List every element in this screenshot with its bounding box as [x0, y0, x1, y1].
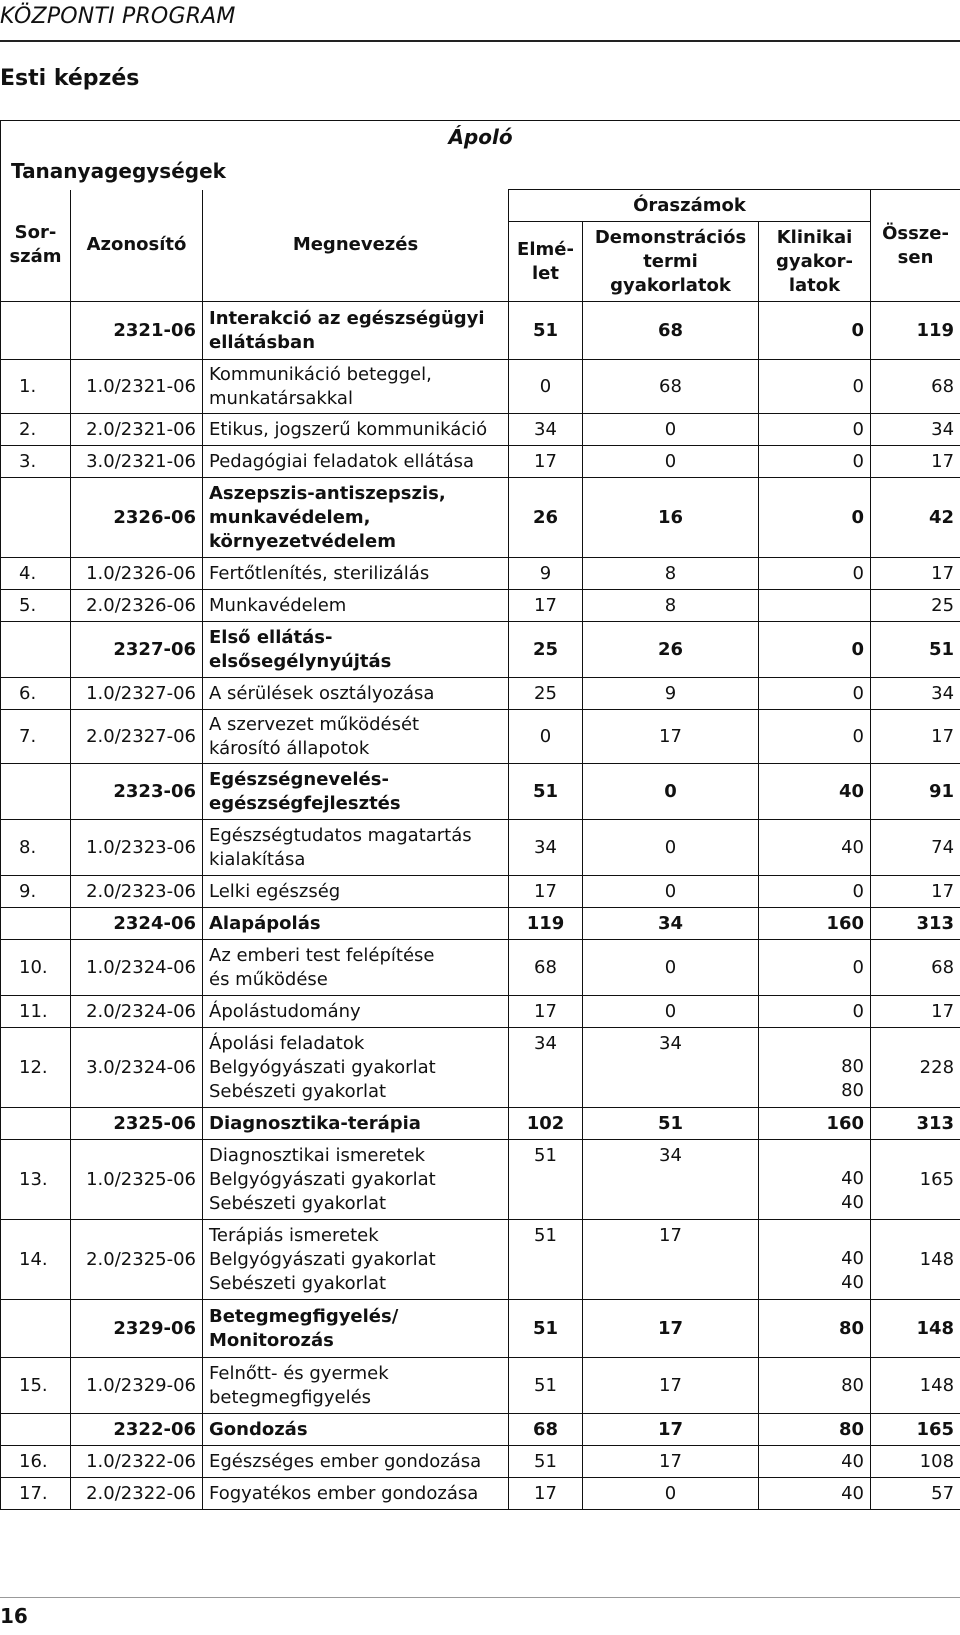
row-klinikai: 0 — [759, 996, 871, 1028]
row-name: Alapápolás — [203, 908, 509, 940]
col-azonosito: Azonosító — [71, 190, 203, 302]
row-demo: 0 — [583, 820, 759, 876]
row-elmelet: 68 — [509, 940, 583, 996]
row-osszesen: 228 — [871, 1028, 960, 1108]
row-id: 1.0/2325-06 — [71, 1140, 203, 1220]
row-klinikai: 40 — [759, 764, 871, 820]
row-id: 2321-06 — [71, 302, 203, 360]
col-klinikai: Klinikai gyakor- latok — [759, 222, 871, 302]
table-title: Ápoló — [1, 121, 960, 154]
row-elmelet: 51 — [509, 1358, 583, 1414]
row-id: 1.0/2327-06 — [71, 678, 203, 710]
table-row — [1, 558, 960, 590]
row-number: 13. — [1, 1140, 71, 1220]
row-osszesen: 148 — [871, 1220, 960, 1300]
row-elmelet: 17 — [509, 1478, 583, 1510]
row-demo: 0 — [583, 414, 759, 446]
row-klinikai: 0 — [759, 446, 871, 478]
row-demo: 17 — [583, 1446, 759, 1478]
row-demo: 0 — [583, 446, 759, 478]
row-elmelet: 51 — [509, 1220, 583, 1300]
unit-row — [1, 764, 960, 820]
table-row — [1, 996, 960, 1028]
row-name: Egészséges ember gondozása — [203, 1446, 509, 1478]
row-number: 2. — [1, 414, 71, 446]
row-name: Betegmegfigyelés/ Monitorozás — [203, 1300, 509, 1358]
row-demo: 0 — [583, 996, 759, 1028]
row-id: 2326-06 — [71, 478, 203, 558]
row-number — [1, 764, 71, 820]
row-number — [1, 1414, 71, 1446]
table-row — [1, 360, 960, 414]
table-body — [1, 302, 960, 1510]
row-klinikai: 160 — [759, 908, 871, 940]
row-name: Egészségtudatos magatartás kialakítása — [203, 820, 509, 876]
unit-row — [1, 1414, 960, 1446]
row-klinikai: 0 — [759, 622, 871, 678]
row-klinikai: 40 40 — [759, 1140, 871, 1220]
row-demo: 17 — [583, 1220, 759, 1300]
row-name: Első ellátás- elsősegélynyújtás — [203, 622, 509, 678]
table-row — [1, 1028, 960, 1108]
row-id: 1.0/2321-06 — [71, 360, 203, 414]
row-osszesen: 148 — [871, 1300, 960, 1358]
row-klinikai — [759, 590, 871, 622]
row-number: 10. — [1, 940, 71, 996]
row-name: Kommunikáció beteggel, munkatársakkal — [203, 360, 509, 414]
row-number: 11. — [1, 996, 71, 1028]
row-osszesen: 25 — [871, 590, 960, 622]
row-name: Egészségnevelés- egészségfejlesztés — [203, 764, 509, 820]
row-id: 2.0/2325-06 — [71, 1220, 203, 1300]
row-id: 2.0/2323-06 — [71, 876, 203, 908]
col-demo: Demonstrációs termi gyakorlatok — [583, 222, 759, 302]
row-osszesen: 51 — [871, 622, 960, 678]
row-name: Ápolási feladatok Belgyógyászati gyakorlat Sebészeti gyakorlat — [203, 1028, 509, 1108]
row-number: 16. — [1, 1446, 71, 1478]
row-klinikai: 40 — [759, 1478, 871, 1510]
row-osszesen: 313 — [871, 908, 960, 940]
row-id: 2.0/2326-06 — [71, 590, 203, 622]
row-id: 1.0/2323-06 — [71, 820, 203, 876]
row-number — [1, 622, 71, 678]
unit-row — [1, 302, 960, 360]
col-elmelet: Elmé- let — [509, 222, 583, 302]
row-name: Munkavédelem — [203, 590, 509, 622]
table-row — [1, 590, 960, 622]
row-osszesen: 17 — [871, 996, 960, 1028]
row-demo: 34 — [583, 1140, 759, 1220]
row-elmelet: 68 — [509, 1414, 583, 1446]
row-id: 1.0/2322-06 — [71, 1446, 203, 1478]
footer-rule — [0, 1597, 960, 1598]
running-title: KÖZPONTI PROGRAM — [0, 4, 236, 29]
row-elmelet: 51 — [509, 1300, 583, 1358]
row-osszesen: 17 — [871, 876, 960, 908]
row-klinikai: 0 — [759, 558, 871, 590]
row-osszesen: 17 — [871, 558, 960, 590]
row-number — [1, 302, 71, 360]
row-id: 1.0/2326-06 — [71, 558, 203, 590]
row-name: Gondozás — [203, 1414, 509, 1446]
row-elmelet: 0 — [509, 360, 583, 414]
row-osszesen: 165 — [871, 1414, 960, 1446]
row-elmelet: 17 — [509, 996, 583, 1028]
row-number: 5. — [1, 590, 71, 622]
row-osszesen: 34 — [871, 678, 960, 710]
row-osszesen: 313 — [871, 1108, 960, 1140]
row-osszesen: 42 — [871, 478, 960, 558]
row-elmelet: 25 — [509, 622, 583, 678]
row-elmelet: 26 — [509, 478, 583, 558]
row-elmelet: 34 — [509, 820, 583, 876]
row-osszesen: 68 — [871, 360, 960, 414]
row-osszesen: 57 — [871, 1478, 960, 1510]
col-osszesen: Össze- sen — [871, 190, 960, 302]
row-klinikai: 40 — [759, 1446, 871, 1478]
section-title: Esti képzés — [0, 66, 140, 91]
row-name: Diagnosztika-terápia — [203, 1108, 509, 1140]
row-demo: 16 — [583, 478, 759, 558]
row-klinikai: 80 80 — [759, 1028, 871, 1108]
row-name: A szervezet működését károsító állapotok — [203, 710, 509, 764]
row-id: 2.0/2324-06 — [71, 996, 203, 1028]
row-demo: 8 — [583, 558, 759, 590]
row-klinikai: 0 — [759, 478, 871, 558]
row-demo: 0 — [583, 1478, 759, 1510]
row-demo: 17 — [583, 1414, 759, 1446]
row-name: Interakció az egészségügyi ellátásban — [203, 302, 509, 360]
row-osszesen: 74 — [871, 820, 960, 876]
row-osszesen: 108 — [871, 1446, 960, 1478]
row-number: 4. — [1, 558, 71, 590]
row-demo: 17 — [583, 1358, 759, 1414]
row-osszesen: 34 — [871, 414, 960, 446]
page-number: 16 — [0, 1604, 28, 1628]
row-id: 2324-06 — [71, 908, 203, 940]
row-number — [1, 908, 71, 940]
row-name: Az emberi test felépítése és működése — [203, 940, 509, 996]
row-klinikai: 80 — [759, 1414, 871, 1446]
row-number: 15. — [1, 1358, 71, 1414]
row-demo: 9 — [583, 678, 759, 710]
row-osszesen: 68 — [871, 940, 960, 996]
row-klinikai: 80 — [759, 1300, 871, 1358]
row-klinikai: 0 — [759, 360, 871, 414]
row-demo: 68 — [583, 360, 759, 414]
row-name: A sérülések osztályozása — [203, 678, 509, 710]
row-name: Etikus, jogszerű kommunikáció — [203, 414, 509, 446]
row-name: Lelki egészség — [203, 876, 509, 908]
row-osszesen: 91 — [871, 764, 960, 820]
row-klinikai: 0 — [759, 876, 871, 908]
row-elmelet: 51 — [509, 1140, 583, 1220]
row-elmelet: 34 — [509, 1028, 583, 1108]
row-elmelet: 102 — [509, 1108, 583, 1140]
table-row — [1, 820, 960, 876]
row-demo: 68 — [583, 302, 759, 360]
row-number: 14. — [1, 1220, 71, 1300]
table-row — [1, 446, 960, 478]
row-klinikai: 80 — [759, 1358, 871, 1414]
row-number: 9. — [1, 876, 71, 908]
row-number: 7. — [1, 710, 71, 764]
row-id: 1.0/2324-06 — [71, 940, 203, 996]
row-klinikai: 0 — [759, 414, 871, 446]
row-number: 1. — [1, 360, 71, 414]
table-row — [1, 678, 960, 710]
group-label: Tananyagegységek — [1, 153, 960, 190]
row-id: 2329-06 — [71, 1300, 203, 1358]
row-id: 2323-06 — [71, 764, 203, 820]
row-id: 2.0/2321-06 — [71, 414, 203, 446]
row-osszesen: 119 — [871, 302, 960, 360]
row-klinikai: 160 — [759, 1108, 871, 1140]
unit-row — [1, 908, 960, 940]
running-header — [0, 0, 960, 42]
row-number — [1, 1300, 71, 1358]
table-row — [1, 710, 960, 764]
row-id: 2322-06 — [71, 1414, 203, 1446]
row-name: Fertőtlenítés, sterilizálás — [203, 558, 509, 590]
unit-row — [1, 1300, 960, 1358]
col-sorszam: Sor- szám — [1, 190, 71, 302]
row-name: Fogyatékos ember gondozása — [203, 1478, 509, 1510]
row-name: Felnőtt- és gyermek betegmegfigyelés — [203, 1358, 509, 1414]
row-number: 12. — [1, 1028, 71, 1108]
row-demo: 26 — [583, 622, 759, 678]
row-demo: 0 — [583, 764, 759, 820]
row-name: Ápolástudomány — [203, 996, 509, 1028]
row-name: Aszepszis-antiszepszis, munkavédelem, környezetvédelem — [203, 478, 509, 558]
row-elmelet: 17 — [509, 876, 583, 908]
unit-row — [1, 622, 960, 678]
row-klinikai: 0 — [759, 302, 871, 360]
row-number — [1, 478, 71, 558]
table-row — [1, 1446, 960, 1478]
row-klinikai: 0 — [759, 710, 871, 764]
row-osszesen: 148 — [871, 1358, 960, 1414]
row-elmelet: 51 — [509, 1446, 583, 1478]
table-row — [1, 876, 960, 908]
row-number — [1, 1108, 71, 1140]
row-id: 2.0/2327-06 — [71, 710, 203, 764]
table-row — [1, 1358, 960, 1414]
table-row — [1, 1220, 960, 1300]
row-elmelet: 119 — [509, 908, 583, 940]
col-megnevezes: Megnevezés — [203, 190, 509, 302]
row-demo: 17 — [583, 1300, 759, 1358]
row-elmelet: 51 — [509, 302, 583, 360]
table-row — [1, 1140, 960, 1220]
table-row — [1, 1478, 960, 1510]
row-elmelet: 34 — [509, 414, 583, 446]
row-demo: 8 — [583, 590, 759, 622]
col-oraszamok: Óraszámok — [509, 190, 871, 222]
row-demo: 17 — [583, 710, 759, 764]
row-klinikai: 40 40 — [759, 1220, 871, 1300]
curriculum-table — [0, 120, 960, 1510]
row-klinikai: 0 — [759, 940, 871, 996]
row-id: 2.0/2322-06 — [71, 1478, 203, 1510]
row-name: Pedagógiai feladatok ellátása — [203, 446, 509, 478]
row-klinikai: 0 — [759, 678, 871, 710]
row-elmelet: 17 — [509, 446, 583, 478]
row-demo: 34 — [583, 1028, 759, 1108]
row-demo: 34 — [583, 908, 759, 940]
row-osszesen: 17 — [871, 446, 960, 478]
row-osszesen: 17 — [871, 710, 960, 764]
row-id: 3.0/2324-06 — [71, 1028, 203, 1108]
table-row — [1, 414, 960, 446]
row-number: 6. — [1, 678, 71, 710]
row-elmelet: 9 — [509, 558, 583, 590]
row-klinikai: 40 — [759, 820, 871, 876]
row-id: 2327-06 — [71, 622, 203, 678]
row-number: 17. — [1, 1478, 71, 1510]
row-demo: 51 — [583, 1108, 759, 1140]
row-number: 3. — [1, 446, 71, 478]
row-name: Diagnosztikai ismeretek Belgyógyászati gyakorlat Sebészeti gyakorlat — [203, 1140, 509, 1220]
row-demo: 0 — [583, 876, 759, 908]
row-number: 8. — [1, 820, 71, 876]
row-osszesen: 165 — [871, 1140, 960, 1220]
row-elmelet: 0 — [509, 710, 583, 764]
row-id: 1.0/2329-06 — [71, 1358, 203, 1414]
row-elmelet: 51 — [509, 764, 583, 820]
unit-row — [1, 1108, 960, 1140]
row-id: 3.0/2321-06 — [71, 446, 203, 478]
table-row — [1, 940, 960, 996]
row-demo: 0 — [583, 940, 759, 996]
row-elmelet: 25 — [509, 678, 583, 710]
row-elmelet: 17 — [509, 590, 583, 622]
row-name: Terápiás ismeretek Belgyógyászati gyakorlat Sebészeti gyakorlat — [203, 1220, 509, 1300]
unit-row — [1, 478, 960, 558]
row-id: 2325-06 — [71, 1108, 203, 1140]
